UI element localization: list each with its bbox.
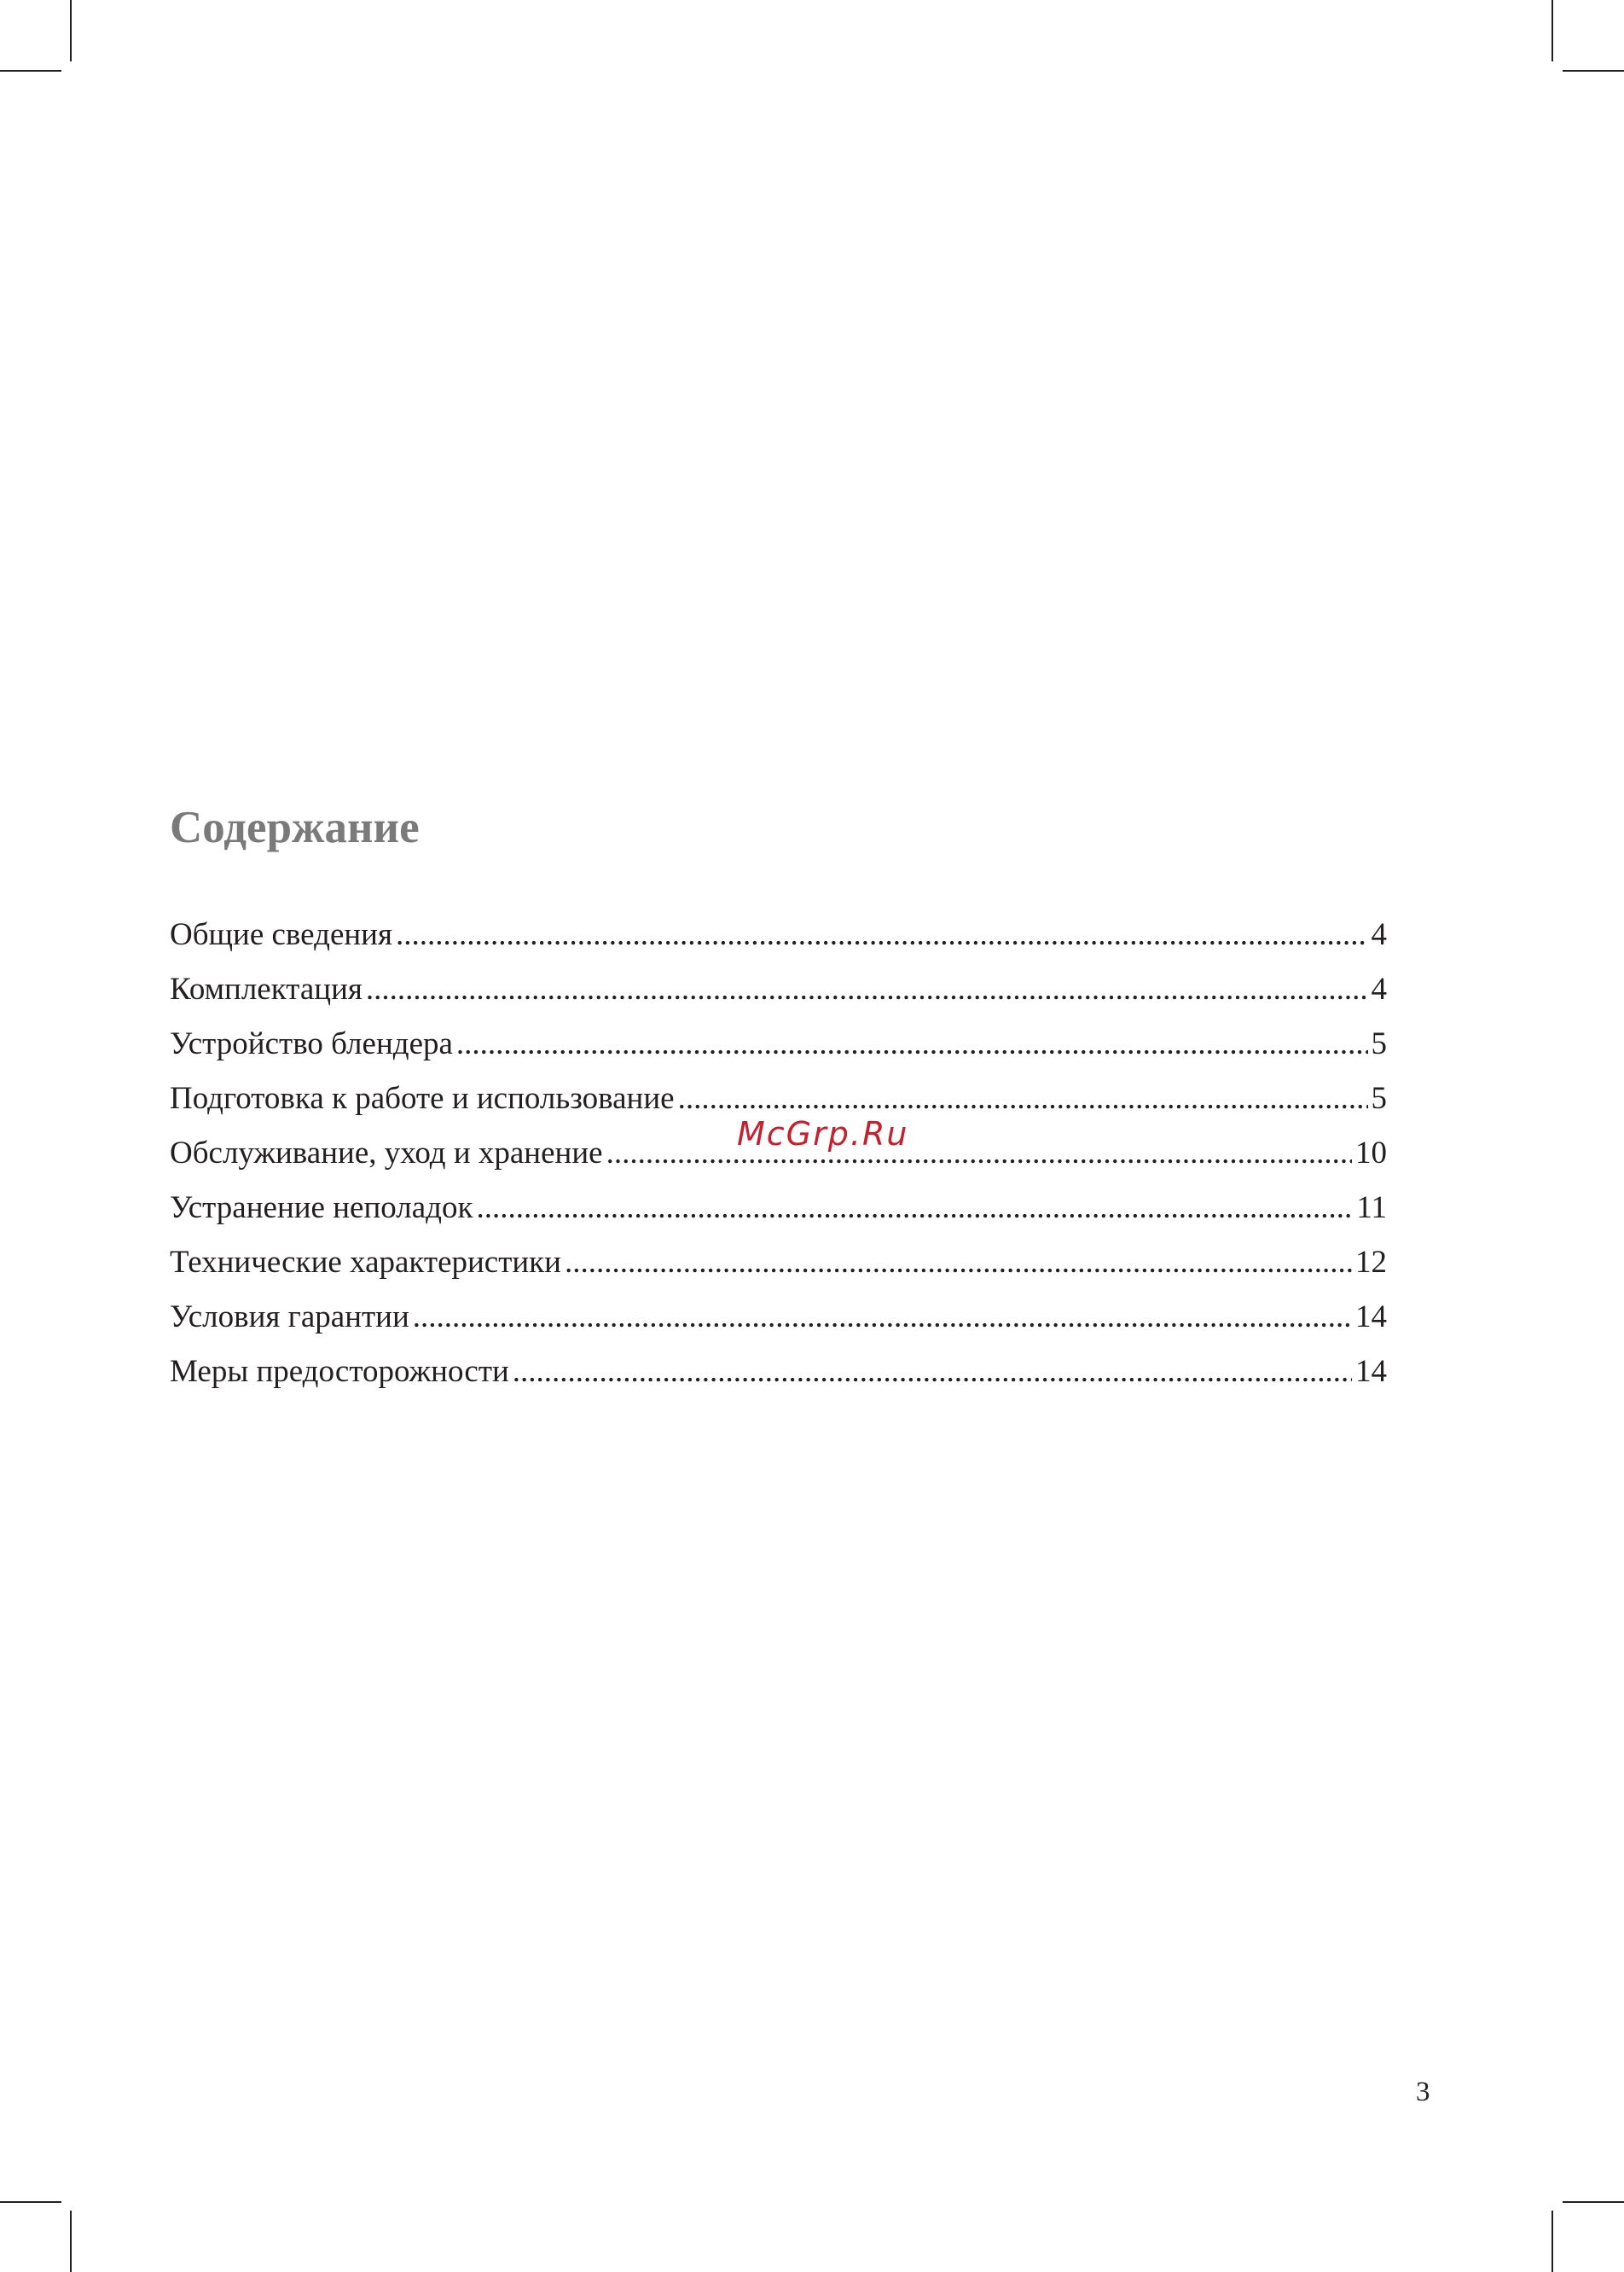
page-number: 3: [1416, 2077, 1430, 2107]
toc-entry[interactable]: [170, 962, 1387, 1017]
toc-entry-page: 5: [1371, 1026, 1387, 1061]
toc-entry[interactable]: [170, 908, 1387, 962]
toc-entry-label: Меры предосторожности: [170, 1354, 509, 1389]
toc-entry[interactable]: [170, 1235, 1387, 1290]
toc-dot-leader: [366, 962, 1368, 1017]
toc-entry-label: Комплектация: [170, 972, 362, 1007]
page-title: Содержание: [170, 803, 420, 852]
toc-entry-label: Общие сведения: [170, 917, 392, 952]
toc-entry-label: Технические характеристики: [170, 1245, 561, 1280]
crop-mark-bottom-right-horizontal: [1563, 2201, 1624, 2203]
toc-entry-page: 4: [1371, 972, 1387, 1007]
crop-mark-top-left-horizontal: [0, 70, 61, 72]
toc-dot-leader: [565, 1235, 1352, 1290]
toc-dot-leader: [606, 1126, 1352, 1181]
crop-mark-top-left-vertical: [70, 0, 72, 61]
watermark-logo: McGrp.Ru: [732, 1111, 914, 1157]
toc-entry-label: Подготовка к работе и использование: [170, 1081, 675, 1116]
toc-entry-label: Обслуживание, уход и хранение: [170, 1136, 603, 1171]
toc-entry-page: 14: [1355, 1299, 1387, 1334]
toc-dot-leader: [513, 1345, 1352, 1399]
toc-entry[interactable]: [170, 1345, 1387, 1399]
toc-entry-label: Устранение неполадок: [170, 1190, 473, 1225]
toc-entry-label: Условия гарантии: [170, 1299, 409, 1334]
crop-mark-bottom-left-vertical: [70, 2211, 72, 2272]
toc-entry[interactable]: [170, 1181, 1387, 1235]
toc-dot-leader: [413, 1290, 1352, 1345]
toc-entry-label: Устройство блендера: [170, 1026, 453, 1061]
toc-entry-page: 11: [1356, 1190, 1387, 1225]
toc-dot-leader: [396, 908, 1368, 962]
crop-mark-bottom-right-vertical: [1552, 2211, 1553, 2272]
toc-entry-page: 12: [1355, 1245, 1387, 1280]
crop-mark-top-right-horizontal: [1563, 70, 1624, 72]
toc-dot-leader: [456, 1017, 1368, 1072]
toc-entry[interactable]: [170, 1290, 1387, 1345]
crop-mark-bottom-left-horizontal: [0, 2201, 61, 2203]
toc-entry[interactable]: [170, 1017, 1387, 1072]
toc-entry-page: 5: [1371, 1081, 1387, 1116]
crop-mark-top-right-vertical: [1552, 0, 1553, 61]
toc-entry-page: 10: [1355, 1136, 1387, 1171]
toc-entry-page: 4: [1371, 917, 1387, 952]
toc-entry-page: 14: [1355, 1354, 1387, 1389]
toc-dot-leader: [476, 1181, 1353, 1235]
